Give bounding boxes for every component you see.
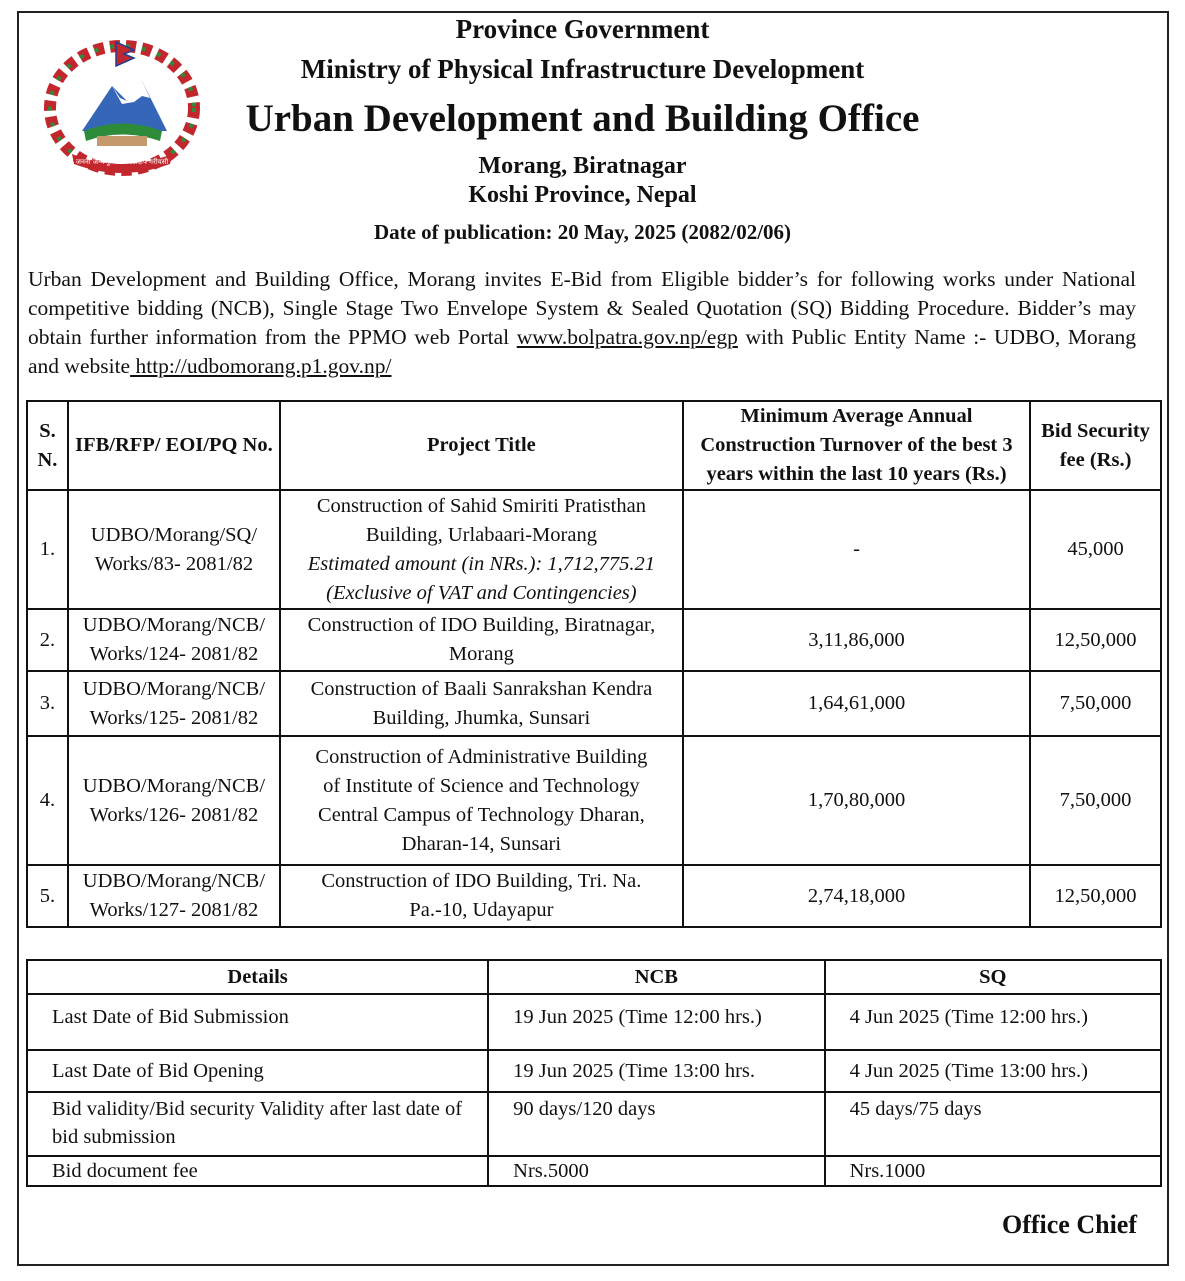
udbo-website-link[interactable]: http://udbomorang.p1.gov.np/ [130,354,392,378]
province-line: Koshi Province, Nepal [468,182,697,208]
table-row: 2. UDBO/Morang/NCB/ Works/124- 2081/82 Construction of IDO Building, Biratnagar, Morang 3,11,86,000 12,50,000 [27,609,1161,671]
table-row: 1. UDBO/Morang/SQ/ Works/83- 2081/82 Construction of Sahid Smiriti Pratisthan Building, Urlabaari-Morang Estimated amount (in NRs.): 1,712,775.21 (Exclusive of VAT and Contingencies) - 45,000 [27,490,1161,609]
office-chief-signature: Office Chief [1001,1210,1137,1239]
table-header-row [27,401,1161,490]
works-table [26,400,1162,928]
office-title: Urban Development and Building Office [245,97,920,140]
bolpatra-link[interactable]: www.bolpatra.gov.np/egp [516,325,738,349]
publication-date: Date of publication: 20 May, 2025 (2082/02/06) [373,220,792,244]
col-bid-security: Bid Security fee (Rs.) [1030,401,1161,490]
table-row: 5. UDBO/Morang/NCB/ Works/127- 2081/82 Construction of IDO Building, Tri. Na. Pa.-10, Udayapur 2,74,18,000 12,50,000 [27,865,1161,927]
col-sn: S. N. [27,401,68,490]
table-header-row: Details NCB SQ [27,960,1161,994]
table-row: 4. UDBO/Morang/NCB/ Works/126- 2081/82 Construction of Administrative Building of Institute of Science and Technology Central Campus of Technology Dharan, Dharan-14, Sunsari 1,70,80,000 7,50,000 [27,736,1161,865]
col-turnover: Minimum Average Annual Construction Turnover of the best 3 years within the last 10 years (Rs.) [683,401,1030,490]
intro-paragraph: Urban Development and Building Office, Morang invites E-Bid from Eligible bidder’s for following works under National competitive bidding (NCB), Single Stage Two Envelope System & Sealed Quotation (SQ) Bidding Procedure. Bidder’s may obtain further information from the PPMO web Portal www.bolpatra.gov.np/egp with Public Entity Name :- UDBO, Morang and website http://udbomorang.p1.gov.np/ [28,267,1136,378]
ministry-heading: Ministry of Physical Infrastructure Development [300,54,865,84]
province-government-heading: Province Government [455,14,710,44]
table-row: Bid document fee Nrs.5000 Nrs.1000 [27,1156,1161,1186]
nepal-emblem-icon [42,36,202,176]
table-row: Last Date of Bid Opening 19 Jun 2025 (Time 13:00 hrs. 4 Jun 2025 (Time 13:00 hrs.) [27,1050,1161,1092]
table-row: 3. UDBO/Morang/NCB/ Works/125- 2081/82 Construction of Baali Sanrakshan Kendra Building, Jhumka, Sunsari 1,64,61,000 7,50,000 [27,671,1161,736]
svg-text:जननी जन्मभूमिश्च स्वर्गादपि गर: जननी जन्मभूमिश्च स्वर्गादपि गरीयसी [75,158,169,166]
table-row: Bid validity/Bid security Validity after last date of bid submission 90 days/120 days 45 days/75 days [27,1092,1161,1156]
details-table [26,959,1162,1187]
location-line: Morang, Biratnagar [478,153,687,179]
col-ifb: IFB/RFP/ EOI/PQ No. [68,401,280,490]
table-row: Last Date of Bid Submission 19 Jun 2025 (Time 12:00 hrs.) 4 Jun 2025 (Time 12:00 hrs.) [27,994,1161,1050]
col-project-title: Project Title [280,401,683,490]
